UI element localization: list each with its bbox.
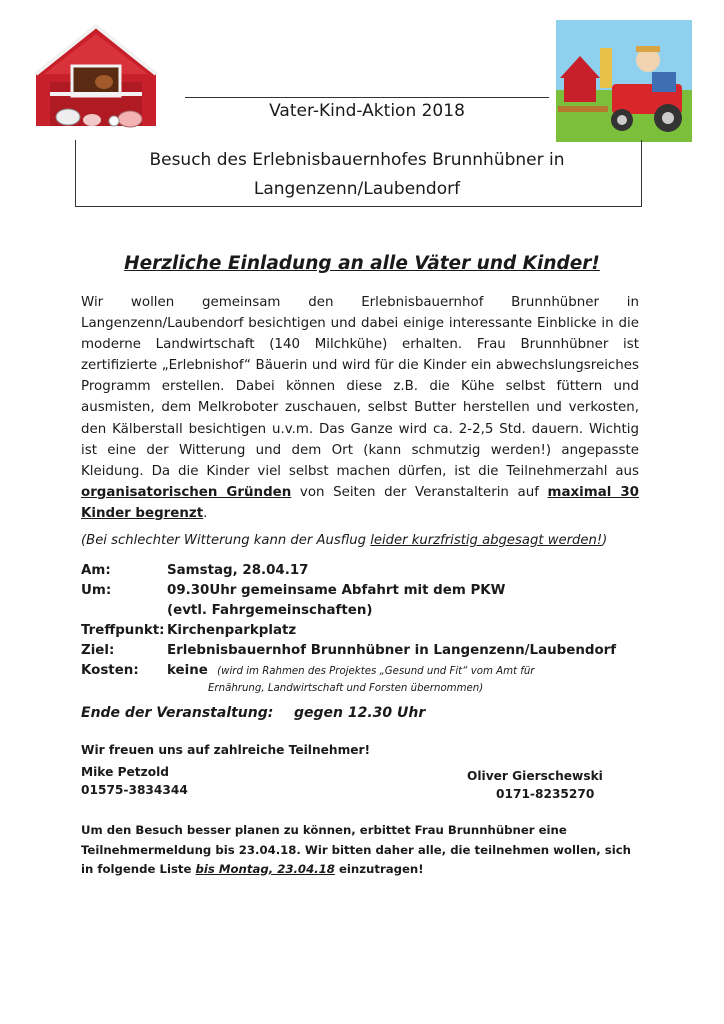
detail-row-am [81,563,681,583]
weather-note [81,533,681,548]
contact-1-name: Mike Petzold [81,765,169,779]
kosten-value [167,663,534,678]
treffpunkt-label: Treffpunkt: [81,623,165,638]
weather-note-suffix: ) [602,533,608,548]
kosten-amount: keine [167,663,208,678]
tractor-illustration [556,20,692,142]
kosten-label: Kosten: [81,663,139,678]
detail-row-um-2 [81,603,681,623]
page-subtitle [77,146,637,204]
detail-row-um [81,583,681,603]
body-paragraph [81,292,639,524]
contact-2-name: Oliver Gierschewski [467,769,603,783]
um-value: 09.30Uhr gemeinsame Abfahrt mit dem PKW [167,583,506,598]
kosten-note-1: (wird im Rahmen des Projektes „Gesund und Fit“ vom Amt für [217,666,535,677]
end-time-value: gegen 12.30 Uhr [294,705,426,721]
body-text-end: . [203,505,208,521]
end-time [81,705,426,721]
detail-row-kosten-note [81,683,681,701]
end-time-label: Ende der Veranstaltung: [81,705,274,721]
header-rule [185,97,549,98]
detail-row-treffpunkt [81,623,681,643]
contact-1-phone: 01575-3834344 [81,783,188,797]
footer-end: einzutragen! [338,862,424,876]
ziel-value: Erlebnisbauernhof Brunnhübner in Langenzenn/Laubendorf [167,643,617,658]
contact-2-phone: 0171-8235270 [496,787,595,801]
treffpunkt-value: Kirchenparkplatz [167,623,297,638]
body-emphasis-1: organisatorischen Gründen [81,484,292,500]
weather-note-prefix: (Bei schlechter Witterung kann der Ausflug [81,533,367,548]
am-value: Samstag, 28.04.17 [167,563,309,578]
subtitle-line-1: Besuch des Erlebnisbauernhofes Brunnhübner in [149,150,565,170]
body-text-mid: von Seiten der Veranstalterin auf [299,484,539,500]
detail-row-ziel [81,643,681,663]
event-details [81,563,681,701]
body-emphasis-2: maximal 30 Kinder begrenzt [81,484,639,521]
weather-note-underlined: leider kurzfristig abgesagt werden! [370,533,603,548]
page-title: Vater-Kind-Aktion 2018 [269,101,465,121]
detail-row-kosten [81,663,681,683]
invitation-headline: Herzliche Einladung an alle Väter und Kinder! [124,253,600,274]
am-label: Am: [81,563,111,578]
closing-line: Wir freuen uns auf zahlreiche Teilnehmer! [81,743,371,757]
ziel-label: Ziel: [81,643,115,658]
body-text-start: Wir wollen gemeinsam den Erlebnisbauernhof Brunnhübner in Langenzenn/Laubendorf besichtigen und dabei einige interessante Einblicke in die moderne Landwirtschaft (140 Milchkühe) erhalten. Frau Brunnhübner ist zertifizierte „Erlebnishof“ Bäuerin und wird für die Kinder ein abwechslungsreiches Programm erstellen. Dabei können diese z.B. die Kühe selbst füttern und ausmisten, dem Melkroboter zuschauen, selbst Butter herstellen und verkosten, den Kälberstall besichtigen u.v.m. Das Ganze wird ca. 2-2,5 Std. dauern. Wichtig ist eine der Witterung und dem Ort (kann schmutzig werden!) angepasste Kleidung. Da die Kinder viel selbst machen dürfen, ist die Teilnehmerzahl aus [81,295,639,479]
footer-text: Um den Besuch besser planen zu können, erbittet Frau Brunnhübner eine Teilnehmermeldung bis 23.04.18. Wir bitten daher alle, die teilnehmen wollen, sich in folgende Liste [81,823,631,876]
um-value-2: (evtl. Fahrgemeinschaften) [167,603,373,618]
subtitle-line-2: Langenzenn/Laubendorf [253,179,461,199]
footer-deadline: bis Montag, 23.04.18 [195,862,335,876]
um-label: Um: [81,583,112,598]
footer-note [81,821,641,880]
barn-illustration [30,22,162,134]
kosten-note-2: Ernährung, Landwirtschaft und Forsten übernommen) [208,683,484,694]
